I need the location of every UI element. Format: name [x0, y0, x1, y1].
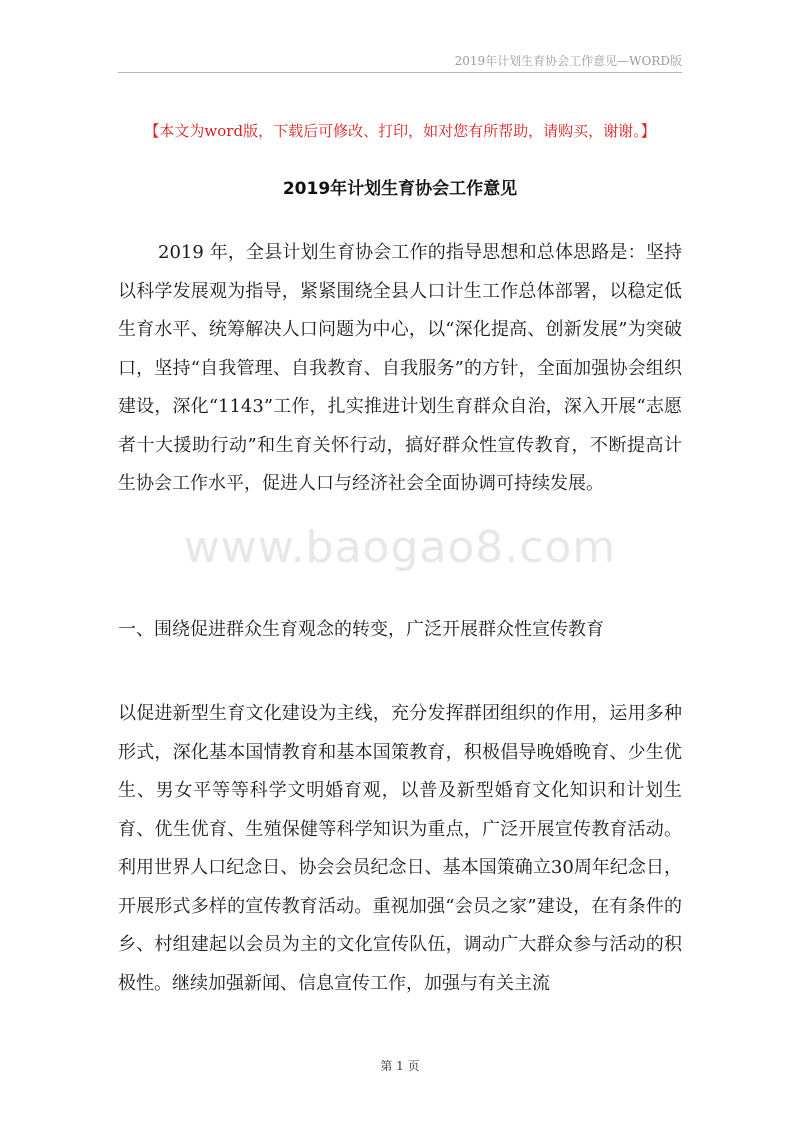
intro-paragraph: 2019 年，全县计划生育协会工作的指导思想和总体思路是：坚持以科学发展观为指导，紧紧围绕全县人口计生工作总体部署，以稳定低生育水平、统筹解决人口问题为中心，以“深化提高、创新发展”为突破口，坚持“自我管理、自我教育、自我服务”的方针，全面加强协会组织建设，深化“1143”工作，扎实推进计划生育群众自治，深入开展“志愿者十大援助行动”和生育关怀行动，搞好群众性宣传教育，不断提高计生协会工作水平，促进人口与经济社会全面协调可持续发展。	[118, 242, 682, 494]
section-heading: 一、围绕促进群众生育观念的转变，广泛开展群众性宣传教育	[118, 619, 604, 640]
document-title: 2019年计划生育协会工作意见	[282, 179, 518, 199]
download-notice: 【本文为word版，下载后可修改、打印，如对您有所帮助，请购买，谢谢。】	[144, 122, 656, 140]
header-divider	[118, 72, 682, 73]
watermark-text: www.baogao8.com	[183, 522, 617, 573]
body-paragraph: 以促进新型生育文化建设为主线，充分发挥群团组织的作用，运用多种形式，深化基本国情教育和基本国策教育，积极倡导晚婚晚育、少生优生、男女平等等科学文明婚育观，以普及新型婚育文化知识和计划生育、优生优育、生殖保健等科学知识为重点，广泛开展宣传教育活动。利用世界人口纪念日、协会会员纪念日、基本国策确立30周年纪念日，开展形式多样的宣传教育活动。重视加强“会员之家”建设，在有条件的乡、村组建起以会员为主的文化宣传队伍，调动广大群众参与活动的积极性。继续加强新闻、信息宣传工作，加强与有关主流	[118, 703, 682, 994]
page-number: 第 1 页	[380, 1059, 420, 1073]
running-header: 2019年计划生育协会工作意见—WORD版	[454, 54, 682, 68]
